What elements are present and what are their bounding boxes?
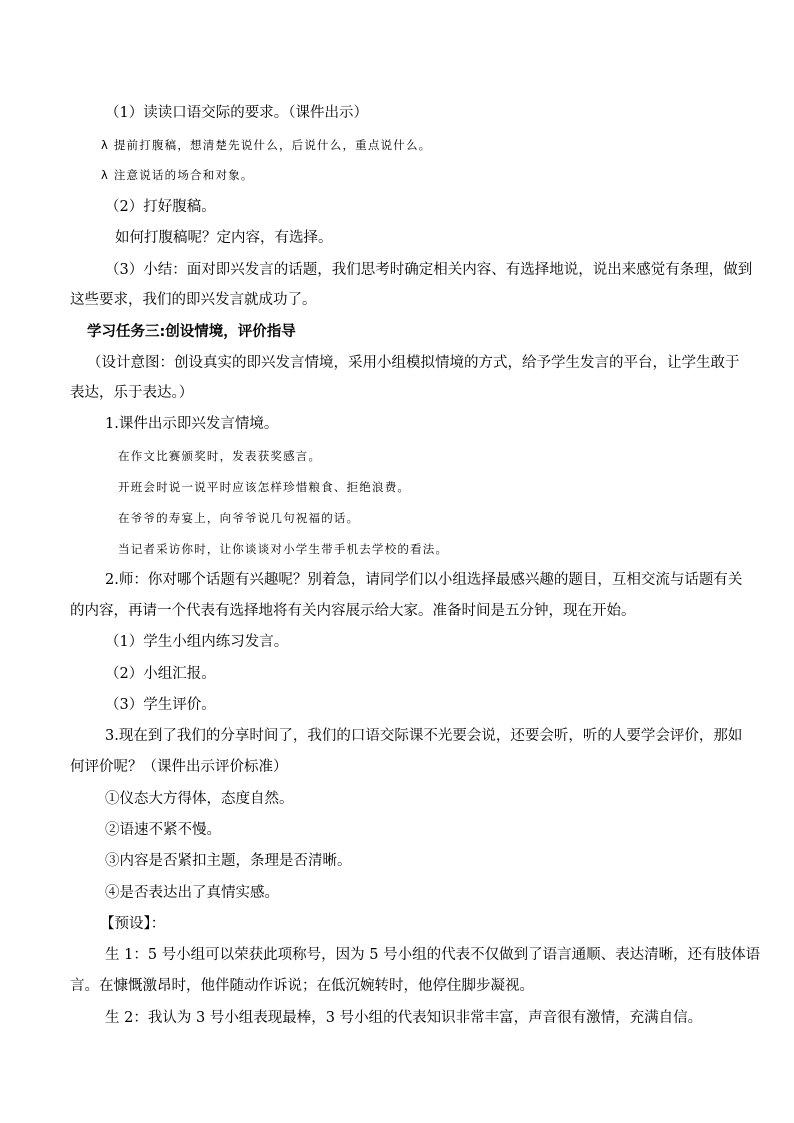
step-2-heading: （2）打好腹稿。 bbox=[105, 199, 216, 215]
step-2-text: 如何打腹稿呢？定内容，有选择。 bbox=[115, 230, 333, 246]
item-3-line-2: 何评价呢？（课件出示评价标准） bbox=[70, 759, 288, 775]
scenario-2: 开班会时说一说平时应该怎样珍惜粮食、拒绝浪费。 bbox=[118, 480, 411, 494]
criterion-4: ④是否表达出了真情实感。 bbox=[105, 885, 279, 901]
student-1-line-2: 言。在慷慨激昂时，他伴随动作诉说；在低沉婉转时，他停住脚步凝视。 bbox=[70, 978, 534, 994]
criterion-2: ②语速不紧不慢。 bbox=[105, 822, 221, 838]
design-intent-line-2: 表达，乐于表达。） bbox=[70, 385, 194, 401]
item-2-line-2: 的内容，再请一个代表有选择地将有关内容展示给大家。准备时间是五分钟，现在开始。 bbox=[70, 603, 636, 619]
preset-heading: 【预设】： bbox=[100, 916, 166, 932]
design-intent-line-1: （设计意图：创设真实的即兴发言情境，采用小组模拟情境的方式，给予学生发言的平台，让学生敢于 bbox=[87, 355, 740, 371]
item-3-line-1: 3.现在到了我们的分享时间了，我们的口语交际课不光要会说，还要会听，听的人要学会评价，那如 bbox=[105, 728, 743, 744]
criterion-1: ①仪态大方得体，态度自然。 bbox=[105, 791, 294, 807]
section-heading-task-3: 学习任务三:创设情境，评价指导 bbox=[87, 324, 296, 340]
item-2-line-1: 2.师：你对哪个话题有兴趣呢？别着急，请同学们以小组选择最感兴趣的题目，互相交流与话题有关 bbox=[105, 572, 743, 588]
item-2-step-2: （2）小组汇报。 bbox=[105, 666, 216, 682]
item-2-step-1: （1）学生小组内练习发言。 bbox=[105, 634, 289, 650]
requirement-bullet-2: λ 注意说话的场合和对象。 bbox=[101, 168, 254, 182]
item-1-heading: 1.课件出示即兴发言情境。 bbox=[105, 416, 279, 432]
scenario-1: 在作文比赛颁奖时，发表获奖感言。 bbox=[118, 449, 322, 463]
student-1-line-1: 生 1：5 号小组可以荣获此项称号，因为 5 号小组的代表不仅做到了语言通顺、表达清晰，还有肢体语 bbox=[105, 947, 761, 963]
criterion-3: ③内容是否紧扣主题，条理是否清晰。 bbox=[105, 853, 352, 869]
item-2-step-3: （3）学生评价。 bbox=[105, 697, 216, 713]
student-2-response: 生 2：我认为 3 号小组表现最棒，3 号小组的代表知识非常丰富，声音很有激情，充满自信。 bbox=[105, 1010, 703, 1026]
summary-paragraph-line-2: 这些要求，我们的即兴发言就成功了。 bbox=[70, 292, 317, 308]
summary-paragraph-line-1: （3）小结：面对即兴发言的话题，我们思考时确定相关内容、有选择地说，说出来感觉有条理，做到 bbox=[105, 262, 753, 278]
scenario-4: 当记者采访你时，让你谈谈对小学生带手机去学校的看法。 bbox=[118, 542, 449, 556]
step-1-heading: （1）读读口语交际的要求。（课件出示） bbox=[105, 105, 368, 121]
requirement-bullet-1: λ 提前打腹稿，想清楚先说什么，后说什么，重点说什么。 bbox=[101, 138, 432, 152]
scenario-3: 在爷爷的寿宴上，向爷爷说几句祝福的话。 bbox=[118, 511, 360, 525]
